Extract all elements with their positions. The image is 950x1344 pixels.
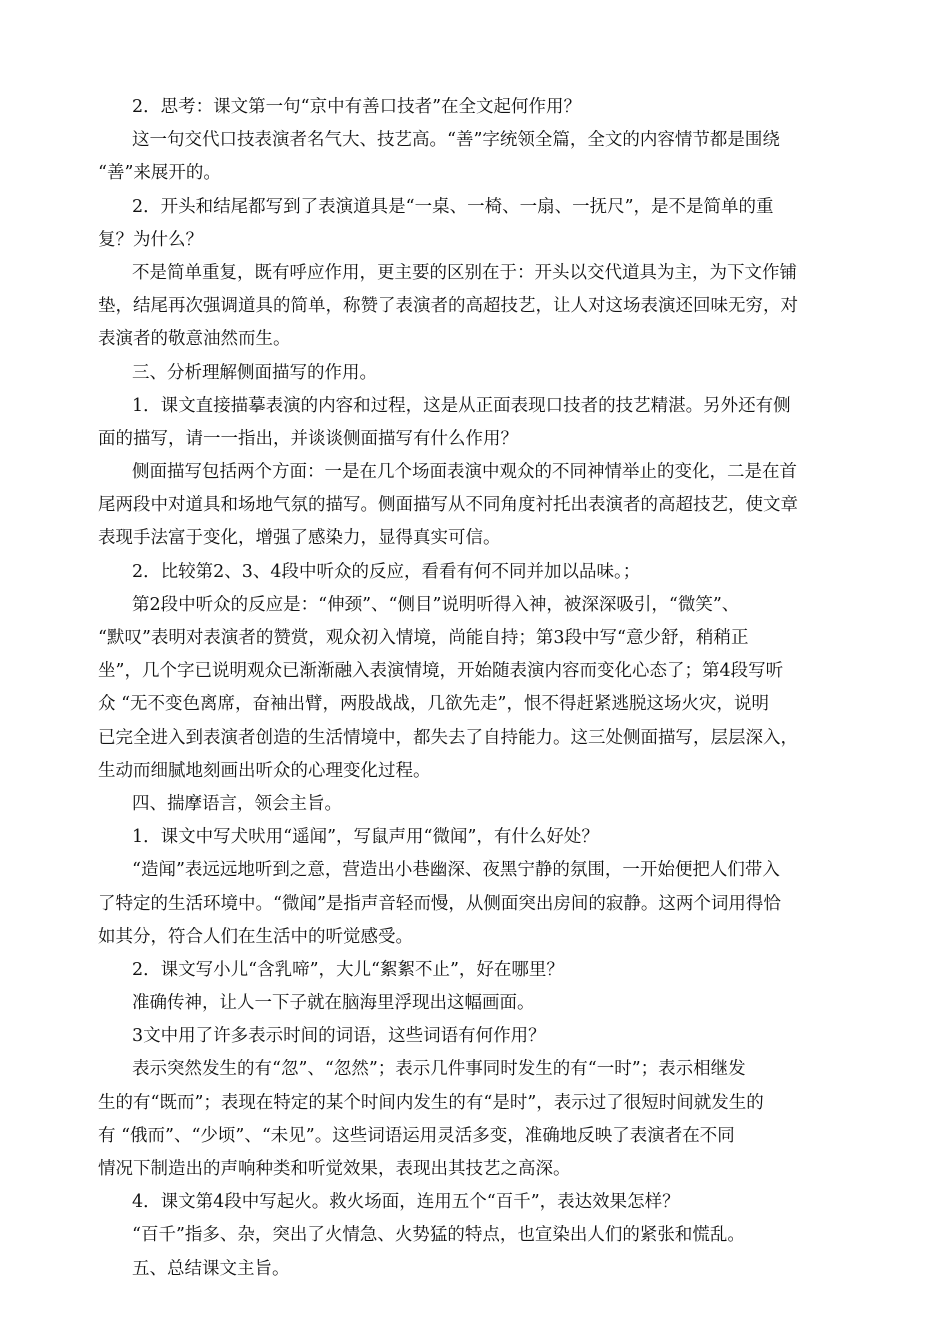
text-line: 4．课文第4段中写起火。救火场面，连用五个“百千”，表达效果怎样？ (132, 1192, 680, 1213)
text-line: 有 “俄而”、“少顷”、“未见”。这些词语运用灵活多变，准确地反映了表演者在不同 (98, 1125, 735, 1146)
text-line: 五、总结课文主旨。 (132, 1258, 290, 1279)
text-line: 2．比较第2、3、4段中听众的反应，看看有何不同并加以品味。； (132, 561, 641, 582)
text-line: 了特定的生活环境中。“微闻”是指声音轻而慢，从侧面突出房间的寂静。这两个词用得恰 (98, 893, 781, 914)
text-line: 这一句交代口技表演者名气大、技艺高。“善”字统领全篇，全文的内容情节都是围绕 (132, 130, 780, 151)
text-line: 情况下制造出的声响种类和听觉效果，表现出其技艺之高深。 (98, 1159, 571, 1179)
text-line: “善”来展开的。 (98, 163, 221, 184)
text-line: 2．课文写小儿“含乳啼”，大儿“絮絮不止”，好在哪里？ (132, 959, 564, 980)
text-line: “默叹”表明对表演者的赞赏，观众初入情境，尚能自持；第3段中写“意少舒，稍稍正 (98, 628, 749, 648)
text-line: 尾两段中对道具和场地气氛的描写。侧面描写从不同角度衬托出表演者的高超技艺，使文章 (98, 495, 798, 516)
text-line: 生的有“既而”；表现在特定的某个时间内发生的有“是时”，表示过了很短时间就发生的 (98, 1092, 764, 1113)
text-line: 复？为什么？ (98, 229, 203, 250)
text-line: 三、分析理解侧面描写的作用。 (132, 362, 377, 383)
text-line: 侧面描写包括两个方面：一是在几个场面表演中观众的不同神情举止的变化，二是在首 (132, 462, 797, 483)
text-line: 生动而细腻地刻画出听众的心理变化过程。 (98, 760, 431, 781)
text-line: 垫，结尾再次强调道具的简单，称赞了表演者的高超技艺，让人对这场表演还回味无穷，对 (98, 296, 798, 317)
text-line: 表示突然发生的有“忽”、“忽然”；表示几件事同时发生的有“一时”；表示相继发 (132, 1059, 746, 1080)
text-line: 表现手法富于变化，增强了感染力，显得真实可信。 (98, 528, 501, 549)
text-line: 3文中用了许多表示时间的词语，这些词语有何作用？ (132, 1026, 546, 1047)
text-line: 1．课文中写犬吠用“遥闻”，写鼠声用“微闻”，有什么好处？ (132, 827, 599, 848)
text-line: 如其分，符合人们在生活中的听觉感受。 (98, 926, 413, 947)
text-line: 不是简单重复，既有呼应作用，更主要的区别在于：开头以交代道具为主，为下文作铺 (132, 262, 797, 283)
text-line: 已完全进入到表演者创造的生活情境中，都失去了自持能力。这三处侧面描写，层层深入， (98, 727, 798, 748)
text-line: “造闻”表远远地听到之意，营造出小巷幽深、夜黑宁静的氛围，一开始便把人们带入 (132, 860, 780, 881)
text-line: 第2段中听众的反应是：“伸颈”、“侧目”说明听得入神，被深深吸引，“微笑”、 (132, 594, 740, 615)
text-line: 表演者的敬意油然而生。 (98, 329, 291, 350)
text-line: 四、揣摩语言，领会主旨。 (132, 793, 342, 814)
text-line: 准确传神，让人一下子就在脑海里浮现出这幅画面。 (132, 993, 535, 1014)
text-line: “百千”指多、杂，突出了火情急、火势猛的特点，也宣染出人们的紧张和慌乱。 (132, 1225, 745, 1246)
text-line: 1．课文直接描摹表演的内容和过程，这是从正面表现口技者的技艺精湛。另外还有侧 (132, 395, 791, 416)
text-line: 众 “无不变色离席，奋袖出臂，两股战战，几欲先走”，恨不得赶紧逃脱这场火灾，说明 (98, 694, 769, 715)
text-line: 2．思考：课文第一句“京中有善口技者”在全文起何作用？ (132, 97, 582, 117)
text-line: 面的描写，请一一指出，并谈谈侧面描写有什么作用？ (98, 428, 518, 449)
text-line: 坐”，几个字已说明观众已渐渐融入表演情境，开始随表演内容而变化心态了；第4段写听 (98, 661, 784, 682)
text-line: 2．开头和结尾都写到了表演道具是“一桌、一椅、一扇、一抚尺”，是不是简单的重 (132, 196, 774, 217)
document-body (98, 91, 860, 1286)
